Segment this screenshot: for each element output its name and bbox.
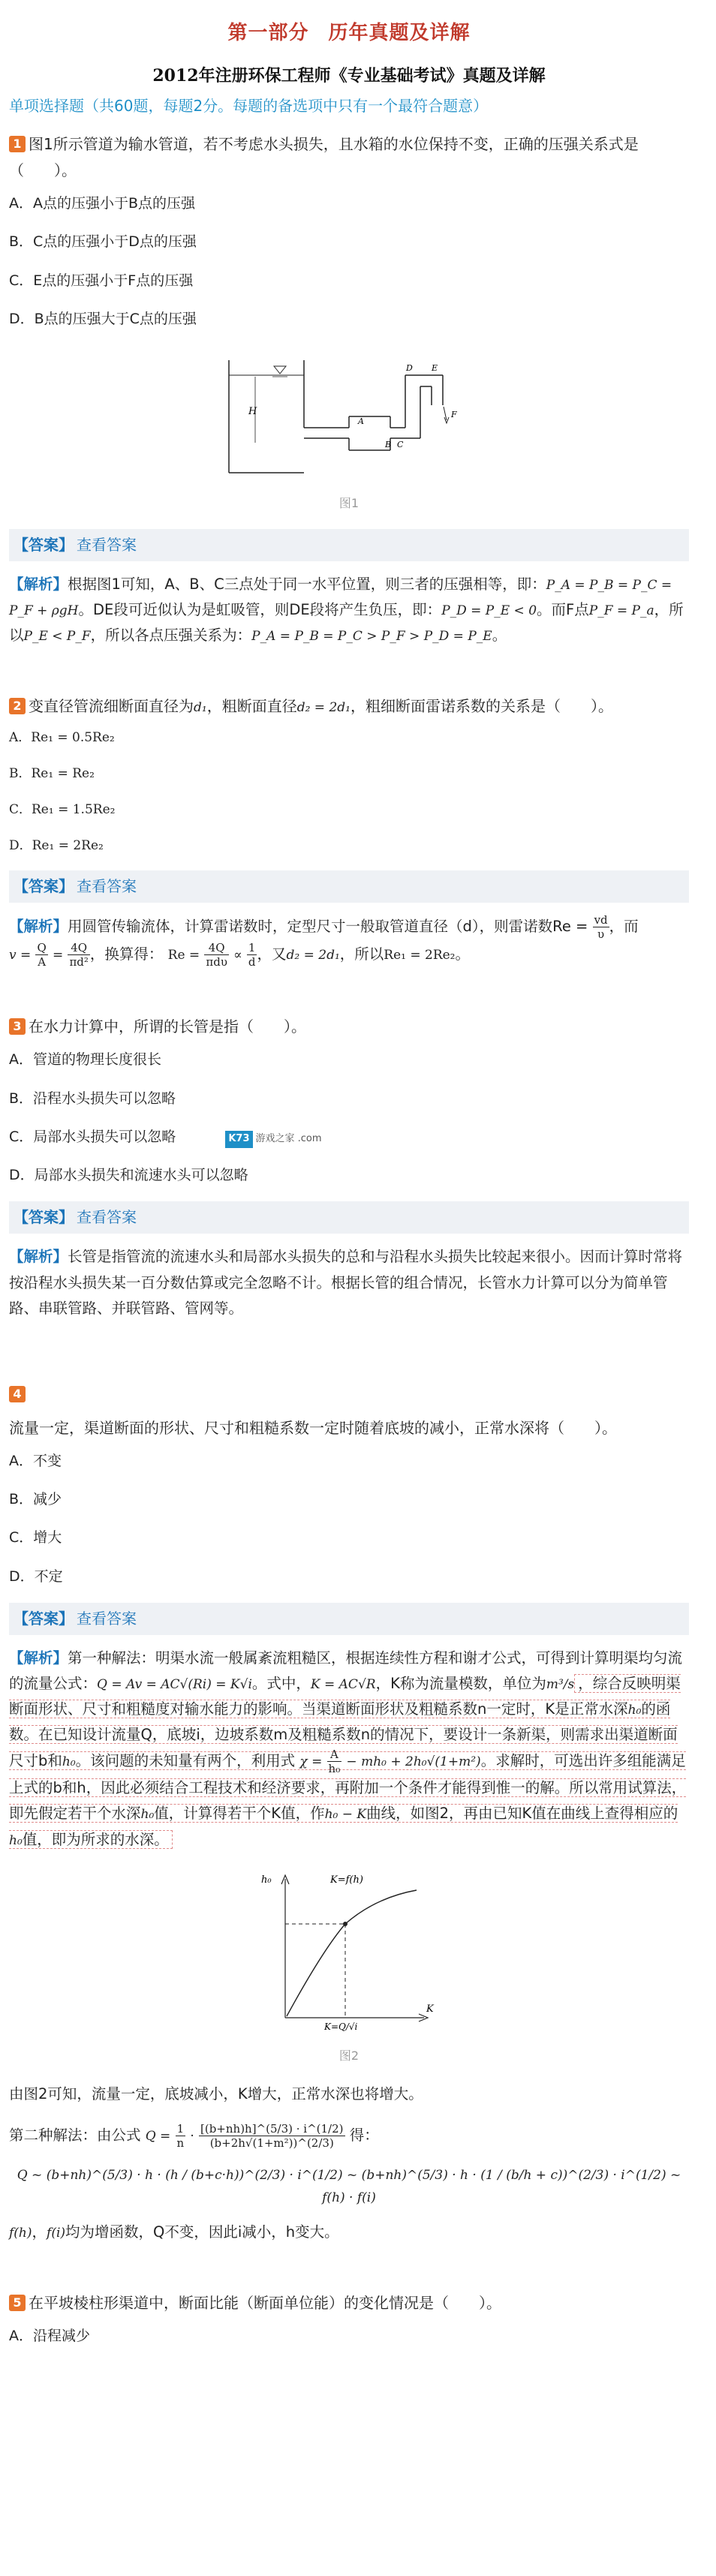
h0-k-curve-diagram [255, 1868, 443, 2033]
view-answer-link[interactable]: 查看答案 [77, 1609, 137, 1628]
question-3: 3 在水力计算中，所谓的长管是指（ ）。 [9, 1014, 689, 1040]
analysis-label: 【解析】 [9, 1248, 68, 1266]
exam-title: 2012年注册环保工程师《专业基础考试》真题及详解 [152, 65, 546, 86]
analysis-4-final: f(h)，f(i)均为增函数，Q不变，因此i减小，h变大。 [9, 2223, 339, 2241]
view-answer-link[interactable]: 查看答案 [77, 877, 137, 896]
question-2: 2 变直径管流细断面直径为d₁，粗断面直径d₂ = 2d₁，粗细断面雷诺系数的关系是（ ）。 [9, 693, 689, 720]
question-4: 流量一定，渠道断面的形状、尺寸和粗糙系数一定时随着底坡的减小，正常水深将（ ）。 [9, 1418, 617, 1437]
option-c: C．局部水头损失可以忽略 K73 游戏之家 .com [9, 1125, 689, 1150]
analysis-1: 【解析】根据图1可知，A、B、C三点处于同一水平位置，则三者的压强相等，即：P_A = P_B = P_C = P_F + ρgH。DE段可近似认为是虹吸管，则DE段将产生负压，即：P_D = P_E < 0。而F点P_F = P_a，所以P_E < P_F，所以各点压强关系为：P_A = P_B = P_C > P_F > P_D = P_E。 [9, 576, 684, 645]
option-b: B．Re₁ = Re₂ [9, 766, 95, 782]
figure-caption: 图2 [338, 2048, 360, 2063]
option-a: A．沿程减少 [9, 2328, 90, 2345]
base-label: K=Q/√i [324, 2021, 358, 2032]
analysis-2: 【解析】用圆管传输流体，计算雷诺数时，定型尺寸一般取管道直径（d），则雷诺数Re = $\frac{vd}{\upsilon}$ ，而 v = $\frac{Q}{A}$ = $\frac{4Q}{\text{πd²}}$ ，换算得： Re = $\frac{4Q}{\text{πdυ}}$ ∝ $\frac{1}{d}$ ，又d₂ = 2d₁，所以Re₁ = 2Re₂。 [9, 913, 639, 969]
question-text: 图1所示管道为输水管道，若不考虑水头损失，且水箱的水位保持不变，正确的压强关系式是（ ）。 [9, 135, 639, 179]
option-c: C．增大 [9, 1529, 62, 1547]
label-D: D [406, 363, 413, 373]
answer-bar [9, 1201, 689, 1234]
velocity-fraction-2: $\frac{4Q}{\text{πd²}}$ [69, 941, 89, 969]
answer-bar [9, 870, 689, 903]
question-number-badge: 3 [9, 1018, 26, 1035]
analysis-4-conclusion: 由图2可知，流量一定，底坡减小，K增大，正常水深也将增大。 [9, 2085, 423, 2103]
question-number-badge: 1 [9, 136, 26, 152]
question-number-badge: 5 [9, 2295, 26, 2311]
option-c: C．E点的压强小于F点的压强 [9, 272, 194, 289]
watermark-logo: K73 游戏之家 .com [225, 1131, 321, 1148]
answer-bar [9, 1603, 689, 1635]
label-B: B [385, 440, 392, 449]
answer-label: 【答案】 [14, 1208, 74, 1227]
axis-label-K: K [426, 2003, 434, 2015]
analysis-3: 【解析】长管是指管流的流速水头和局部水头损失的总和与沿程水头损失比较起来很小。因而计算时常将按沿程水头损失某一百分数估算或完全忽略不计。根据长管的组合情况，长管水力计算可以分为简单管路、串联管路、并联管路、管网等。 [9, 1248, 683, 1317]
analysis-4: 【解析】第一种解法：明渠水流一般属紊流粗糙区，根据连续性方程和谢才公式，可得到计算明渠均匀流的流量公式：Q = Av = AC√(Ri) = K√i。式中，K = AC√R，K称为流量模数，单位为m³/s ，综合反映明渠断面形状、尺寸和粗糙度对输水能力的影响。当渠道断面形状及粗糙系数n一定时，K是正常水深h₀的函数。在已知设计流量Q，底坡i，边坡系数m及粗糙系数n的情况下，要设计一条新渠，则需求出渠道断面尺寸b和h₀。该问题的未知量有两个，利用式 χ = $\frac{A}{\text{h₀}}$ − mh₀ + 2h₀√(1+m²)。求解时，可选出许多组能满足上式的b和h，因此必须结合工程技术和经济要求，再附加一个条件才能得到惟一的解。所以常用试算法，即先假定若干个水深h₀值，计算得若干个K值，作h₀ − K曲线，如图2，再由已知K值在曲线上查得相应的h₀值，即为所求的水深。 [9, 1649, 687, 1848]
option-a: A．管道的物理长度很长 [9, 1051, 161, 1069]
question-1 [9, 131, 689, 184]
axis-label-h0: h₀ [261, 1874, 272, 1886]
section-intro: 单项选择题（共60题，每题2分。每题的备选项中只有一个最符合题意） [9, 97, 489, 115]
option-a: A．不变 [9, 1452, 62, 1469]
velocity-fraction: $\frac{Q}{A}$ [37, 941, 47, 969]
option-b: B．C点的压强小于D点的压强 [9, 233, 197, 251]
answer-label: 【答案】 [14, 1609, 74, 1628]
option-d: D．局部水头损失和流速水头可以忽略 [9, 1167, 248, 1184]
option-c: C．Re₁ = 1.5Re₂ [9, 801, 116, 817]
label-F: F [451, 410, 457, 419]
view-answer-link[interactable]: 查看答案 [77, 536, 137, 554]
option-d: D．Re₁ = 2Re₂ [9, 837, 104, 853]
option-a: A．Re₁ = 0.5Re₂ [9, 730, 115, 746]
figure-caption: 图1 [338, 496, 360, 510]
question-4-number [9, 1381, 689, 1408]
analysis-label: 【解析】 [9, 576, 68, 593]
reynolds-fraction: $\frac{vd}{\upsilon}$ [594, 913, 608, 942]
view-answer-link[interactable]: 查看答案 [77, 1208, 137, 1227]
analysis-label: 【解析】 [9, 918, 68, 936]
option-d: D．B点的压强大于C点的压强 [9, 310, 197, 327]
curve-label: K=f(h) [330, 1874, 363, 1886]
label-A: A [358, 416, 364, 426]
answer-label: 【答案】 [14, 877, 74, 896]
label-C: C [397, 440, 404, 449]
part-title: 第一部分 历年真题及详解 [227, 22, 471, 44]
question-number-badge: 2 [9, 698, 26, 714]
answer-bar [9, 529, 689, 561]
question-number-badge: 4 [9, 1386, 26, 1402]
second-method-formula: Q ~ (b+nh)^(5/3) · h · (h / (b+c·h))^(2/3) · i^(1/2) ~ (b+nh)^(5/3) · h · (1 / (b/h + c))^(2/3) · i^(1/2) ~ f(h) · f(i) [17, 2167, 681, 2205]
figure-1 [9, 345, 689, 488]
figure-2 [9, 1868, 689, 2041]
label-E: E [432, 363, 438, 373]
option-b: B．减少 [9, 1491, 62, 1507]
option-a: A．A点的压强小于B点的压强 [9, 195, 196, 212]
option-d: D．不定 [9, 1568, 63, 1585]
analysis-label: 【解析】 [9, 1649, 68, 1667]
option-b: B．沿程水头损失可以忽略 [9, 1090, 176, 1107]
pipe-diagram [221, 345, 477, 480]
answer-label: 【答案】 [14, 536, 74, 554]
analysis-4-second-method: 第二种解法：由公式 Q = $\frac{1}{n}$ · $\frac{[(b+nh)h]\^{}(5/3) \cdot i\^{}(1/2)}{\text{(b+2h√(1+m²))\textasciicircum{}(2/3)}}$ 得： [9, 2121, 379, 2150]
question-5: 5 在平坡棱柱形渠道中，断面比能（断面单位能）的变化情况是（ ）。 [9, 2290, 689, 2316]
label-H: H [248, 406, 257, 417]
